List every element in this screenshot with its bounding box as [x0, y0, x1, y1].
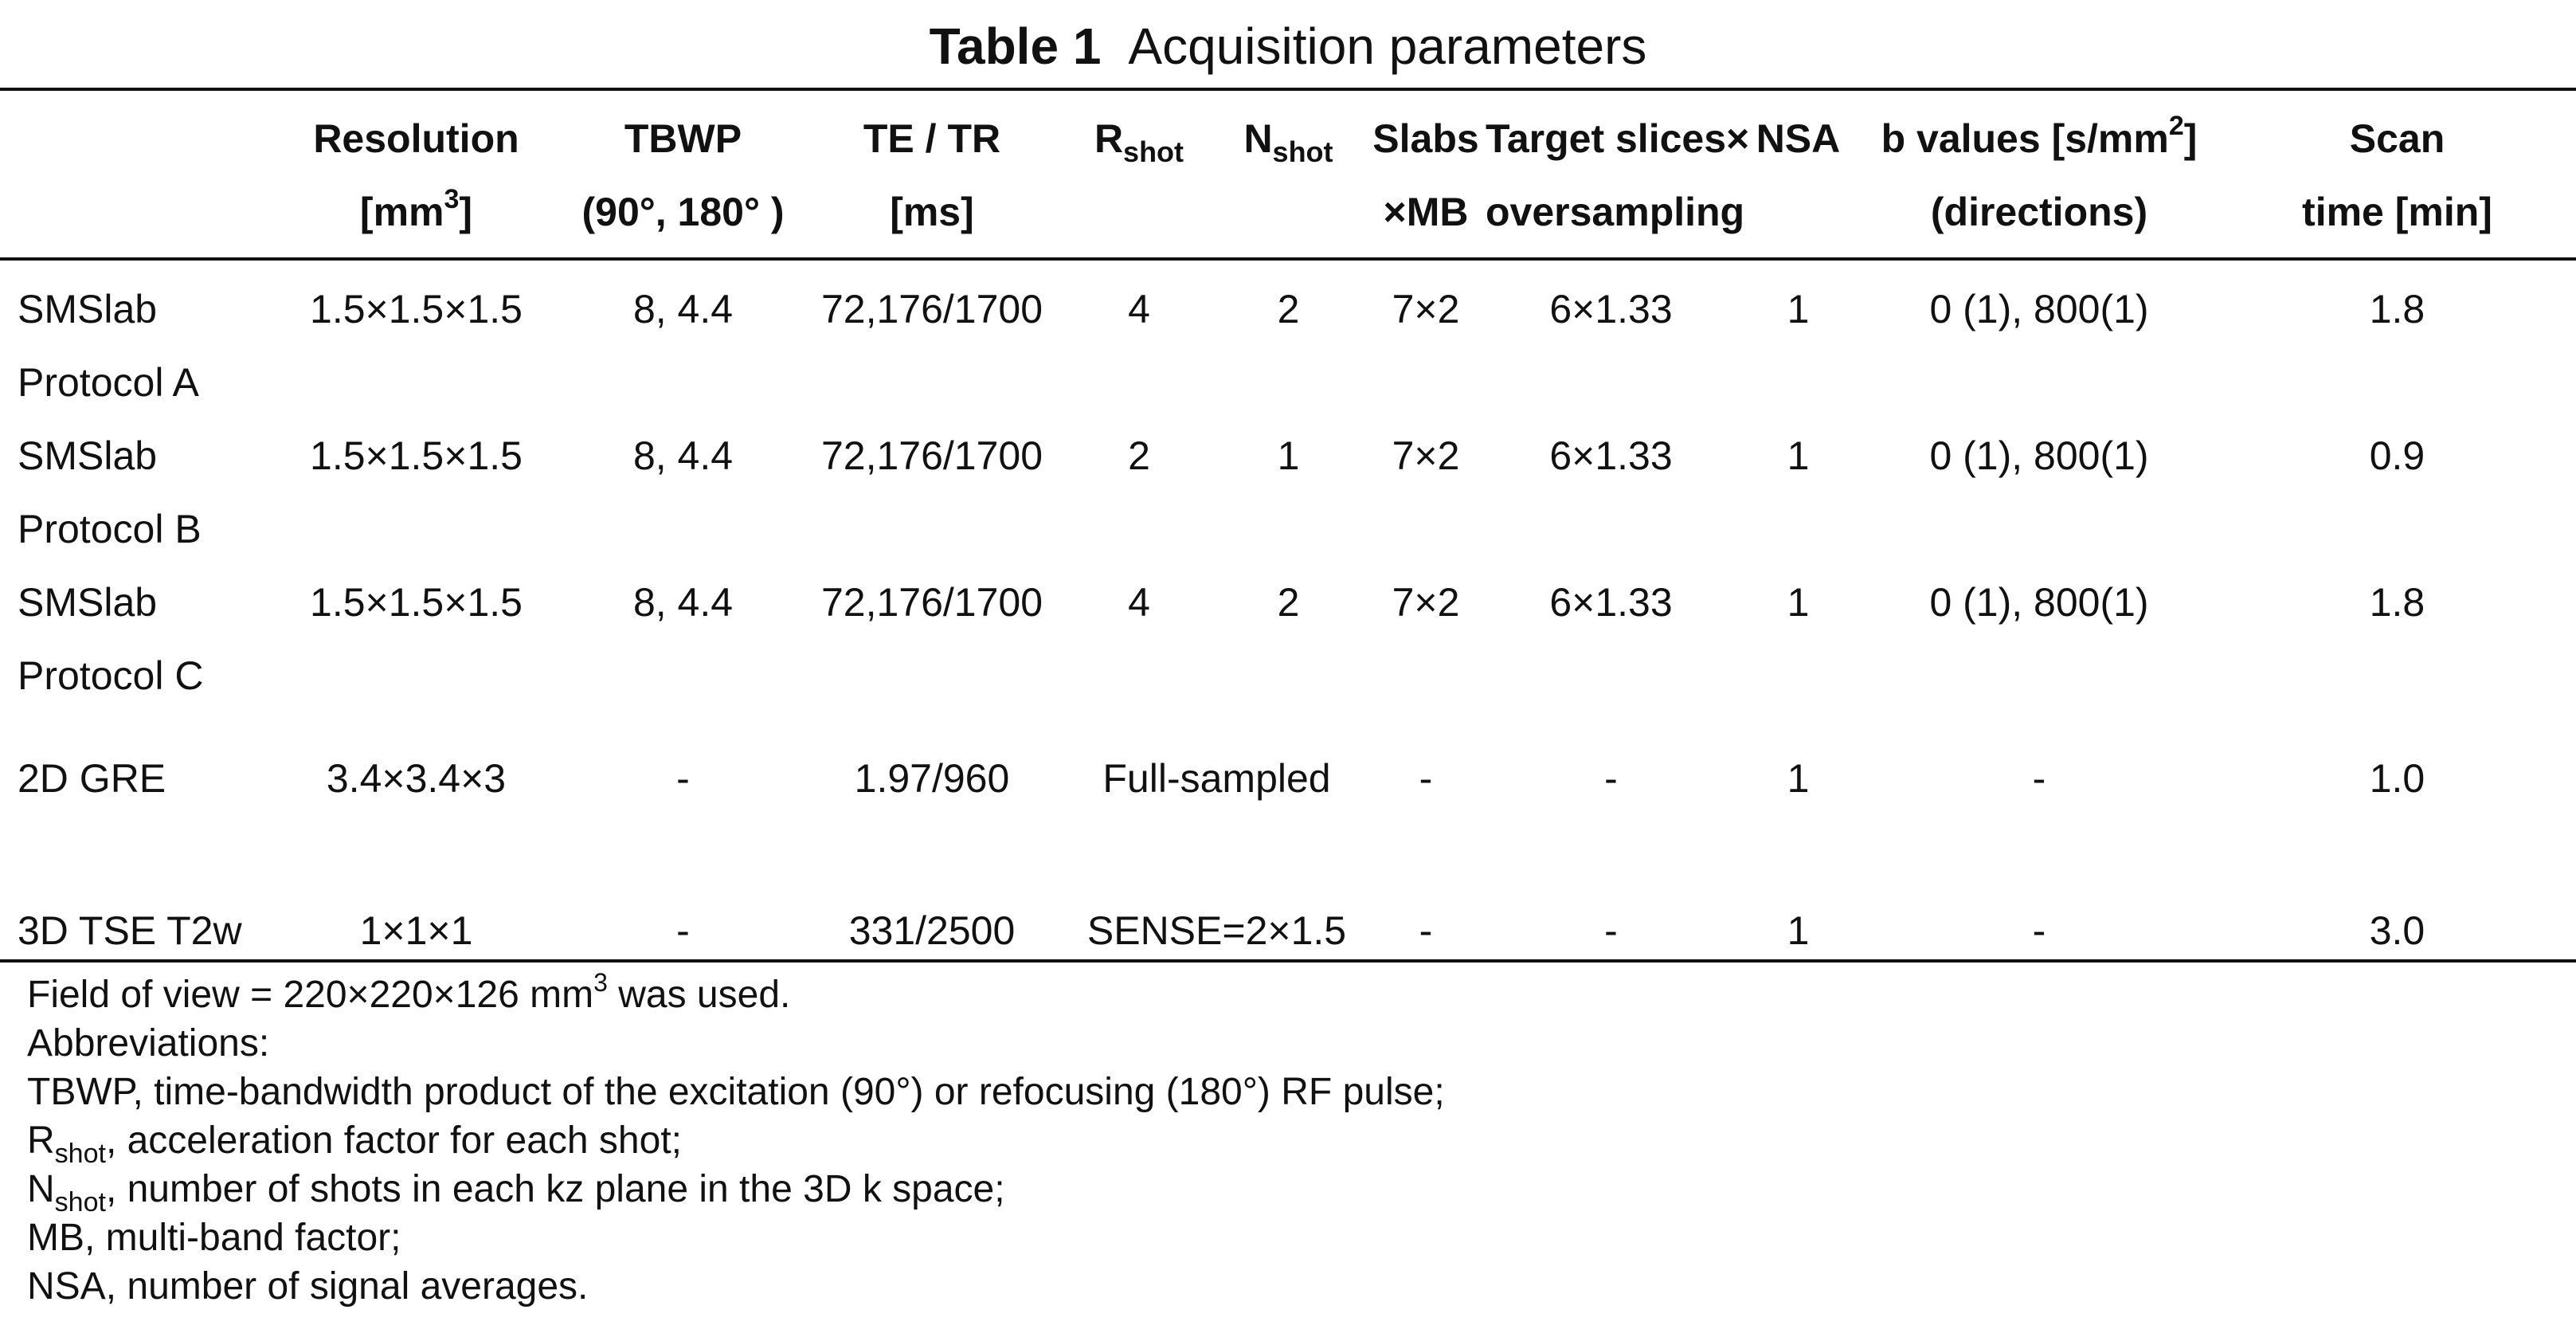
- header-tbwp: TBWP (90°, 180° ): [581, 116, 785, 234]
- cell-nsa: 1: [1787, 433, 1810, 478]
- cell-slabs-mb: 7×2: [1392, 580, 1460, 625]
- cell-target-slices: -: [1604, 756, 1618, 801]
- cell-b-values: -: [2032, 756, 2046, 801]
- cell-te-tr: 1.97/960: [854, 756, 1010, 801]
- note-tbwp: TBWP, time-bandwidth product of the excitation (90°) or refocusing (180°) RF pulse;: [27, 1071, 1445, 1113]
- cell-resolution: 1.5×1.5×1.5: [310, 433, 523, 478]
- cell-nsa: 1: [1787, 908, 1810, 953]
- cell-n-shot: 2: [1277, 580, 1300, 625]
- cell-target-slices: 6×1.33: [1549, 433, 1673, 478]
- row-name: SMSlab Protocol A: [18, 287, 199, 405]
- header-n-shot: $N_{shot}$: [1243, 116, 1333, 168]
- top-rule: [0, 88, 2576, 91]
- cell-tbwp: -: [676, 756, 690, 801]
- cell-te-tr: 331/2500: [848, 908, 1016, 953]
- note-mb: MB, multi-band factor;: [27, 1217, 401, 1259]
- cell-target-slices: -: [1604, 908, 1618, 953]
- note-abbrev-title: Abbreviations:: [27, 1022, 270, 1065]
- parameters-table-body: [0, 272, 2576, 1017]
- cell-te-tr: 72,176/1700: [820, 433, 1043, 478]
- header-te-tr: TE / TR [ms]: [863, 116, 1001, 234]
- header-nsa: NSA: [1756, 116, 1841, 161]
- table-caption-title: Acquisition parameters: [1128, 18, 1647, 75]
- cell-slabs-mb: -: [1419, 908, 1433, 953]
- cell-tbwp: 8, 4.4: [632, 433, 734, 478]
- cell-scan-time: 1.8: [2369, 580, 2425, 625]
- cell-resolution: 1×1×1: [359, 908, 473, 953]
- header-b-values: b values $[s/mm^2]$ (directions): [1881, 111, 2198, 234]
- header-scan-time: Scan time [min]: [2302, 116, 2492, 234]
- cell-tbwp: 8, 4.4: [632, 287, 734, 331]
- header-r-shot: $R_{shot}$: [1094, 116, 1184, 168]
- cell-slabs-mb: 7×2: [1392, 433, 1460, 478]
- header-rule: [0, 257, 2576, 261]
- cell-scan-time: 3.0: [2369, 908, 2425, 953]
- table-row: [0, 712, 2576, 865]
- cell-nsa: 1: [1787, 756, 1810, 801]
- note-fov: Field of view = 220×220×126 $mm^3$ was used.: [27, 968, 791, 1016]
- cell-tbwp: -: [676, 908, 690, 953]
- row-name: 2D GRE: [18, 756, 166, 801]
- table-row: [0, 272, 2576, 419]
- note-nsa: NSA, number of signal averages.: [27, 1265, 589, 1308]
- cell-shot-merged: Full-sampled: [1102, 756, 1331, 801]
- cell-r-shot: 4: [1128, 580, 1150, 625]
- header-row: [0, 102, 2576, 249]
- note-nshot: $N_{shot}$, number of shots in each kz plane in the 3D k space;: [27, 1168, 1005, 1217]
- table-row: [0, 566, 2576, 712]
- cell-te-tr: 72,176/1700: [820, 580, 1043, 625]
- cell-b-values: 0 (1), 800(1): [1929, 287, 2149, 331]
- table-row: [0, 419, 2576, 566]
- parameters-table: [0, 102, 2576, 249]
- row-name: 3D TSE T2w: [18, 908, 242, 953]
- table-caption-label: Table 1: [929, 18, 1102, 75]
- cell-resolution: 1.5×1.5×1.5: [310, 287, 523, 331]
- cell-tbwp: 8, 4.4: [632, 580, 734, 625]
- note-rshot: $R_{shot}$, acceleration factor for each shot;: [27, 1119, 682, 1169]
- cell-n-shot: 1: [1277, 433, 1300, 478]
- cell-b-values: 0 (1), 800(1): [1929, 433, 2149, 478]
- table-footnotes: [27, 970, 1445, 1311]
- cell-resolution: 1.5×1.5×1.5: [310, 580, 523, 625]
- cell-scan-time: 1.8: [2369, 287, 2425, 331]
- bottom-rule: [0, 959, 2576, 963]
- cell-b-values: 0 (1), 800(1): [1929, 580, 2149, 625]
- cell-n-shot: 2: [1277, 287, 1300, 331]
- header-empty: [0, 102, 263, 249]
- cell-te-tr: 72,176/1700: [820, 287, 1043, 331]
- cell-nsa: 1: [1787, 287, 1810, 331]
- cell-b-values: -: [2032, 908, 2046, 953]
- row-name: SMSlab Protocol C: [18, 580, 204, 698]
- header-resolution: Resolution $[mm^3]$: [313, 116, 519, 234]
- cell-slabs-mb: 7×2: [1392, 287, 1460, 331]
- row-name: SMSlab Protocol B: [18, 433, 202, 551]
- cell-nsa: 1: [1787, 580, 1810, 625]
- cell-r-shot: 4: [1128, 287, 1150, 331]
- cell-scan-time: 0.9: [2369, 433, 2425, 478]
- header-slabs-mb: Slabs ×MB: [1372, 116, 1479, 234]
- header-target-slices: Target slices× oversampling: [1486, 116, 1750, 234]
- cell-r-shot: 2: [1128, 433, 1150, 478]
- table-caption: [0, 14, 2576, 78]
- cell-scan-time: 1.0: [2369, 756, 2425, 801]
- cell-slabs-mb: -: [1419, 756, 1433, 801]
- cell-resolution: 3.4×3.4×3: [326, 756, 507, 801]
- cell-target-slices: 6×1.33: [1549, 580, 1673, 625]
- cell-shot-merged: SENSE=2×1.5: [1086, 908, 1347, 953]
- cell-target-slices: 6×1.33: [1549, 287, 1673, 331]
